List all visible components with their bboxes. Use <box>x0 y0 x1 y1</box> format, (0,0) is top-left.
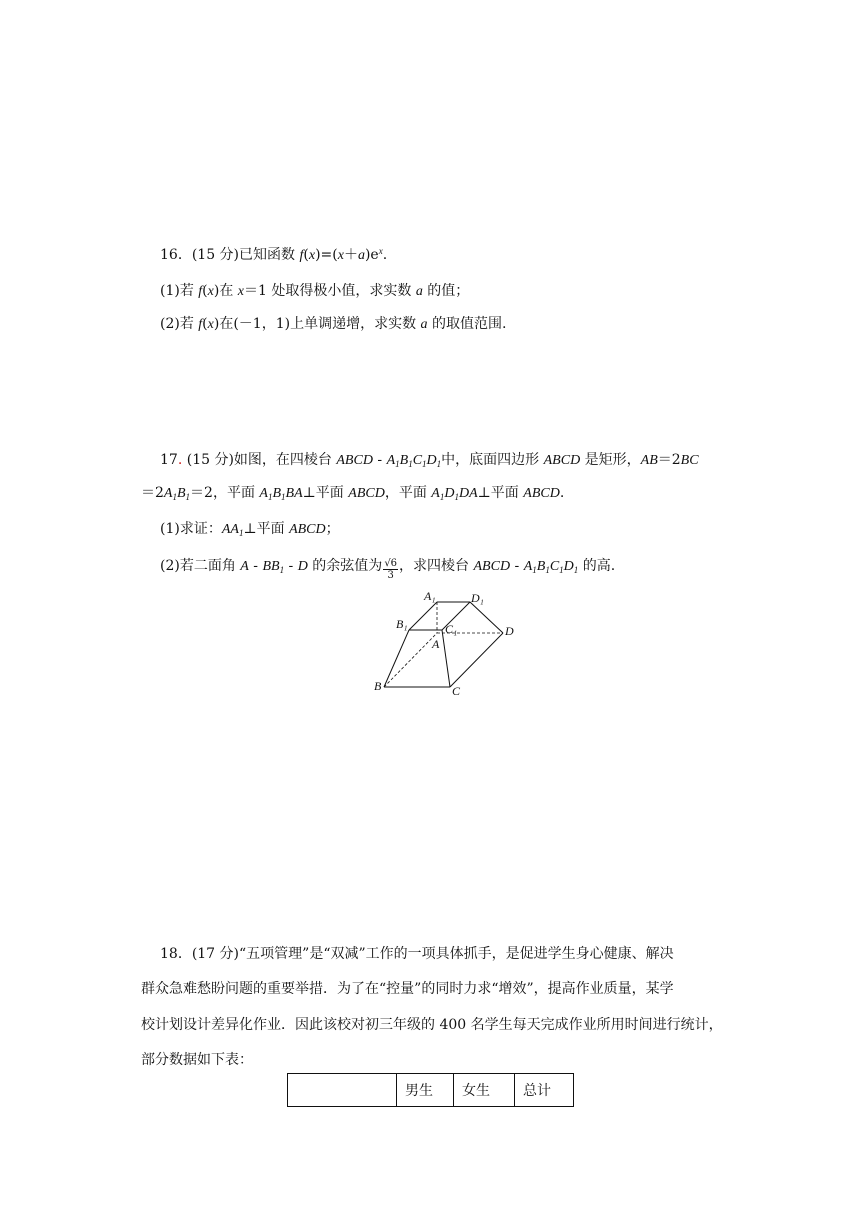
edge-d1d <box>470 602 503 633</box>
q18-table <box>287 1073 574 1107</box>
q16-statement: 16．(15 分)已知函数 $f(x)=(x+a)e^x$. <box>160 246 388 263</box>
q18-line1: 18．(17 分)“五项管理”是“双减”工作的一项具体抓手，是促进学生身心健康、解决 <box>160 946 674 962</box>
label-b: B <box>374 679 382 693</box>
label-a1: A₁ <box>424 589 436 603</box>
table-header-empty <box>288 1074 397 1107</box>
sqrt6-over-3-fraction: $\frac{√6}{3}$ <box>384 558 398 581</box>
q17-statement-line2: $=2A_1B_1=2$，平面 $A_1B_1BA\perp$平面 ABCD，平面 $A_1D_1DA\perp$平面 ABCD. <box>141 485 565 502</box>
edge-b1b <box>384 630 409 687</box>
q18-line4: 部分数据如下表： <box>141 1052 253 1068</box>
q17-red-dot: . <box>177 452 183 468</box>
table-header-row <box>288 1074 574 1107</box>
q17-part2: (2)若二面角 A - $BB_1$ - D 的余弦值为 $\frac{√6}{3}$ ，求四棱台 ABCD - $A_1B_1C_1D_1$ 的高. <box>160 558 616 581</box>
q16-part2: (2)若 f(x)在(－1，1)上单调递增，求实数 a 的取值范围. <box>160 316 507 332</box>
label-b1: B₁ <box>396 617 408 631</box>
edge-cd <box>450 633 503 687</box>
label-c: C <box>452 684 461 698</box>
table-header-female: 女生 <box>454 1074 515 1107</box>
label-a: A <box>432 637 440 651</box>
label-c1: C₁ <box>445 622 458 636</box>
edge-b1a1 <box>409 602 437 630</box>
edge-c1c <box>442 630 450 687</box>
table-header-total: 总计 <box>515 1074 574 1107</box>
label-d1: D₁ <box>471 591 484 605</box>
frustum-figure <box>360 582 530 700</box>
edge-ba-hidden <box>384 633 437 687</box>
q18-line3: 校计划设计差异化作业．因此该校对初三年级的 400 名学生每天完成作业所用时间进行统计， <box>141 1017 723 1033</box>
q18-line2: 群众急难愁盼问题的重要举措．为了在“控量”的同时力求“增效”，提高作业质量，某学 <box>141 981 674 997</box>
q17-statement-line1: 17. (15 分)如图，在四棱台 ABCD - $A_1B_1C_1D_1$中，底面四边形 ABCD 是矩形，AB＝2BC <box>160 452 699 469</box>
q17-part1: (1)求证：$AA_1\perp$平面 ABCD； <box>160 521 340 538</box>
q16-part1: (1)若 f(x)在 x＝1 处取得极小值，求实数 a 的值； <box>160 283 470 299</box>
table-header-male: 男生 <box>397 1074 454 1107</box>
label-d: D <box>505 624 514 638</box>
